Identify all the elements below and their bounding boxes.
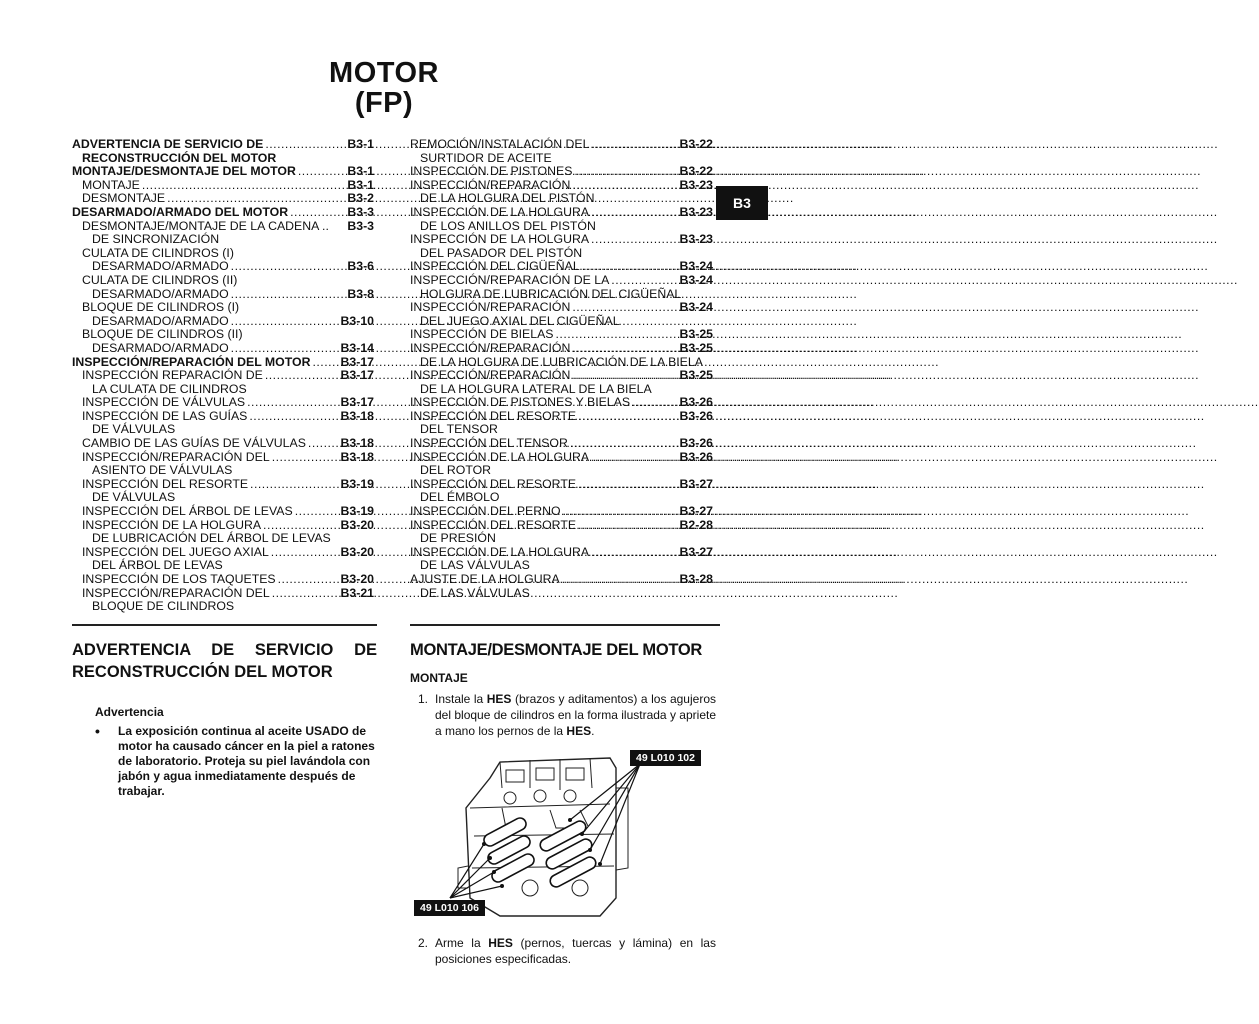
section-divider-right bbox=[410, 624, 720, 626]
toc-entry-label: INSPECCIÓN DEL PERNO bbox=[410, 504, 561, 519]
toc-leader-dots bbox=[231, 342, 339, 356]
toc-entry-label: INSPECCIÓN DEL RESORTE bbox=[82, 476, 249, 491]
toc-heading: BLOQUE DE CILINDROS (I) bbox=[82, 300, 240, 315]
toc-leader-dots bbox=[167, 192, 340, 206]
toc-entry-label: INSPECCIÓN DE LA HOLGURA bbox=[82, 517, 262, 532]
toc-entry-page: B3-20 bbox=[340, 517, 374, 532]
toc-leader-dots bbox=[231, 260, 340, 274]
toc-entry-page: B3-26 bbox=[679, 449, 713, 464]
toc-entry-label: INSPECCIÓN DE PISTONES Y BIELAS bbox=[410, 395, 631, 410]
toc-entry-page: B3-23 bbox=[679, 204, 713, 219]
toc-entry-label: DESARMADO/ARMADO bbox=[92, 340, 229, 355]
toc-entry-page: B3-22 bbox=[679, 137, 713, 151]
toc-entry-label: INSPECCIÓN DEL RESORTE bbox=[410, 517, 577, 532]
toc-left-column bbox=[72, 138, 374, 614]
toc-entry[interactable] bbox=[410, 138, 713, 152]
toc-entry-page: B3-3 bbox=[347, 218, 374, 233]
section-divider-left bbox=[72, 624, 377, 626]
toc-leader-dots bbox=[591, 546, 677, 560]
toc-entry-page: B3-24 bbox=[679, 300, 713, 315]
toc-entry-continuation: DEL TENSOR bbox=[420, 422, 498, 437]
toc-entry[interactable] bbox=[72, 192, 374, 206]
toc-entry-page: B3-26 bbox=[679, 436, 713, 451]
toc-entry[interactable] bbox=[72, 315, 374, 329]
toc-leader-dots bbox=[570, 437, 678, 451]
toc-leader-dots bbox=[578, 410, 677, 424]
toc-leader-dots bbox=[231, 288, 340, 302]
toc-entry[interactable] bbox=[410, 274, 713, 288]
toc-entry-page: B3-17 bbox=[340, 368, 374, 383]
toc-entry-continuation: DEL ÉMBOLO bbox=[420, 490, 500, 505]
toc-entry-page: B3-27 bbox=[679, 476, 713, 491]
toc-leader-dots bbox=[247, 396, 338, 410]
toc-entry[interactable] bbox=[72, 396, 374, 410]
toc-entry-page: B3-18 bbox=[340, 408, 374, 423]
toc-leader-dots bbox=[591, 206, 677, 220]
toc-leader-dots bbox=[591, 233, 677, 247]
toc-entry-page: B3-25 bbox=[679, 340, 713, 355]
toc-leader-dots bbox=[142, 179, 340, 193]
toc-entry-label: INSPECCIÓN DEL RESORTE bbox=[410, 408, 577, 423]
toc-entry[interactable] bbox=[72, 179, 374, 193]
toc-entry-label: DESMONTAJE/MONTAJE DE LA CADENA .. bbox=[82, 218, 329, 233]
warning-bullet bbox=[95, 724, 377, 799]
toc-entry-page: B3-18 bbox=[340, 449, 374, 464]
section-title-advertencia: ADVERTENCIA DE SERVICIO DE RECONSTRUCCIÓN DEL MOTOR bbox=[72, 641, 377, 681]
toc-entry[interactable] bbox=[72, 165, 374, 179]
toc-entry-continuation: DE LUBRICACIÓN DEL ÁRBOL DE LEVAS bbox=[92, 531, 331, 546]
toc-leader-dots bbox=[312, 356, 338, 370]
toc-entry-label: INSPECCIÓN DEL TENSOR bbox=[410, 436, 568, 451]
toc-entry-page: B3-20 bbox=[340, 572, 374, 586]
toc-entry-page: B3-21 bbox=[340, 585, 374, 600]
toc-leader-dots bbox=[308, 437, 339, 451]
toc-entry-page: B3-28 bbox=[679, 572, 713, 586]
toc-entry-continuation: DE LOS ANILLOS DEL PISTÓN bbox=[420, 218, 596, 233]
toc-leader-dots bbox=[572, 369, 677, 383]
toc-leader-dots bbox=[572, 342, 677, 356]
step-2-number: 2. bbox=[418, 936, 429, 950]
step-1 bbox=[418, 691, 716, 739]
toc-entry-continuation: DE PRESIÓN bbox=[420, 531, 496, 546]
engine-diagram bbox=[410, 748, 720, 920]
toc-leader-dots bbox=[265, 369, 339, 383]
toc-entry-label: INSPECCIÓN DE LA HOLGURA bbox=[410, 232, 590, 247]
toc-leader-dots bbox=[632, 396, 677, 410]
toc-entry-continuation: DEL PASADOR DEL PISTÓN bbox=[420, 245, 583, 260]
toc-entry-label: INSPECCIÓN DEL ÁRBOL DE LEVAS bbox=[82, 504, 293, 519]
toc-entry-label: INSPECCIÓN/REPARACIÓN DE LA bbox=[410, 272, 610, 287]
toc-leader-dots bbox=[582, 260, 678, 274]
toc-entry-continuation: RECONSTRUCCIÓN DEL MOTOR bbox=[82, 150, 277, 165]
toc-entry-label: INSPECCIÓN/REPARACIÓN bbox=[410, 177, 571, 192]
toc-entry-page: B3-26 bbox=[679, 395, 713, 410]
toc-heading: CULATA DE CILINDROS (II) bbox=[82, 272, 238, 287]
toc-entry[interactable] bbox=[410, 369, 713, 383]
toc-entry-page: B3-1 bbox=[347, 137, 374, 151]
toc-entry-page: B3-19 bbox=[340, 476, 374, 491]
toc-entry-continuation: DE LA HOLGURA LATERAL DE LA BIELA bbox=[420, 381, 652, 396]
toc-entry-page: B3-14 bbox=[340, 340, 374, 355]
toc-entry-label: INSPECCIÓN/REPARACIÓN bbox=[410, 340, 571, 355]
toc-entry-label: MONTAJE/DESMONTAJE DEL MOTOR bbox=[72, 164, 296, 179]
toc-entry[interactable] bbox=[410, 233, 713, 247]
toc-entry-label: AJUSTE DE LA HOLGURA bbox=[410, 572, 560, 586]
toc-entry-page: B3-18 bbox=[340, 436, 374, 451]
toc-entry-label: INSPECCIÓN DE VÁLVULAS bbox=[82, 395, 246, 410]
toc-leader-dots bbox=[272, 587, 339, 601]
toc-leader-dots bbox=[265, 138, 340, 152]
toc-leader-dots bbox=[272, 451, 339, 465]
toc-entry-page: B3-8 bbox=[347, 286, 374, 301]
toc-entry[interactable] bbox=[410, 451, 713, 465]
toc-entry-page: B3-1 bbox=[347, 164, 374, 179]
subhead-advertencia: Advertencia bbox=[95, 705, 164, 719]
toc-entry-label: DESMONTAJE bbox=[82, 191, 166, 206]
toc-entry-label: INSPECCIÓN DE LAS GUÍAS bbox=[82, 408, 248, 423]
toc-entry-continuation: ASIENTO DE VÁLVULAS bbox=[92, 463, 233, 478]
toc-leader-dots bbox=[611, 274, 677, 288]
toc-entry-page: B2-28 bbox=[679, 517, 713, 532]
toc-entry-continuation: DE LA HOLGURA DE LUBRICACIÓN DE LA BIELA bbox=[420, 354, 703, 369]
toc-entry-label: INSPECCIÓN DE PISTONES bbox=[410, 164, 573, 179]
toc-entry-continuation: DE SINCRONIZACIÓN bbox=[92, 232, 220, 247]
toc-entry-label: INSPECCIÓN DE LOS TAQUETES bbox=[82, 572, 276, 586]
toc-entry[interactable] bbox=[72, 573, 374, 587]
toc-entry[interactable] bbox=[72, 138, 374, 152]
toc-entry-page: B3-3 bbox=[347, 204, 374, 219]
step-2-text: Arme la HES (pernos, tuercas y lámina) en las posiciones especificadas. bbox=[435, 936, 716, 966]
engine-hes-illustration bbox=[410, 748, 720, 920]
toc-entry-page: B3-25 bbox=[679, 327, 713, 342]
toc-entry[interactable] bbox=[410, 396, 713, 410]
toc-entry-label: DESARMADO/ARMADO DEL MOTOR bbox=[72, 204, 289, 219]
page-title-line1: MOTOR bbox=[329, 57, 439, 89]
toc-leader-dots bbox=[574, 165, 677, 179]
toc-right-column bbox=[410, 138, 713, 600]
toc-entry-page: B3-20 bbox=[340, 544, 374, 559]
toc-entry-continuation: DEL ÁRBOL DE LEVAS bbox=[92, 558, 223, 573]
page-title-line2: (FP) bbox=[354, 87, 414, 119]
toc-entry-label: CAMBIO DE LAS GUÍAS DE VÁLVULAS bbox=[82, 436, 306, 451]
toc-entry[interactable] bbox=[72, 342, 374, 356]
toc-entry-page: B3-17 bbox=[340, 395, 374, 410]
toc-entry-continuation: LA CULATA DE CILINDROS bbox=[92, 381, 247, 396]
toc-entry[interactable] bbox=[410, 505, 713, 519]
toc-entry-label: DESARMADO/ARMADO bbox=[92, 286, 229, 301]
toc-leader-dots bbox=[295, 505, 339, 519]
toc-entry-continuation: SURTIDOR DE ACEITE bbox=[420, 150, 552, 165]
toc-entry-continuation: HOLGURA DE LUBRICACIÓN DEL CIGÜEÑAL bbox=[420, 286, 682, 301]
step-1-text: Instale la HES (brazos y aditamentos) a los agujeros del bloque de cilindros en la forma ilustrada y apriete a mano los pernos de la HES. bbox=[435, 692, 716, 738]
toc-entry[interactable] bbox=[410, 165, 713, 179]
toc-leader-dots bbox=[250, 478, 338, 492]
section-title-montaje-desmontaje: MONTAJE/DESMONTAJE DEL MOTOR bbox=[410, 641, 702, 659]
toc-entry-label: INSPECCIÓN DEL CIGÜEÑAL bbox=[410, 259, 580, 274]
toc-entry-continuation: DE VÁLVULAS bbox=[92, 490, 176, 505]
toc-leader-dots bbox=[572, 301, 677, 315]
toc-heading: CULATA DE CILINDROS (I) bbox=[82, 245, 234, 260]
toc-entry-page: B3-22 bbox=[679, 164, 713, 179]
subhead-montaje: MONTAJE bbox=[410, 671, 468, 685]
toc-entry-label: INSPECCIÓN DE LA HOLGURA bbox=[410, 544, 590, 559]
toc-entry-label: INSPECCIÓN DEL RESORTE bbox=[410, 476, 577, 491]
toc-heading: BLOQUE DE CILINDROS (II) bbox=[82, 327, 243, 342]
toc-entry-label: INSPECCIÓN DE LA HOLGURA bbox=[410, 449, 590, 464]
toc-entry-label: MONTAJE bbox=[82, 177, 140, 192]
toc-entry-page: B3-24 bbox=[679, 272, 713, 287]
toc-entry-page: B3-23 bbox=[679, 232, 713, 247]
toc-entry-page: B3-24 bbox=[679, 259, 713, 274]
toc-entry-page: B3-2 bbox=[347, 191, 374, 206]
toc-leader-dots bbox=[591, 138, 677, 152]
toc-entry-continuation: DE VÁLVULAS bbox=[92, 422, 176, 437]
toc-leader-dots bbox=[562, 573, 678, 587]
toc-entry-continuation: BLOQUE DE CILINDROS bbox=[92, 599, 235, 614]
toc-entry-label: INSPECCIÓN DE LA HOLGURA bbox=[410, 204, 590, 219]
toc-entry-label: DESARMADO/ARMADO bbox=[92, 259, 229, 274]
toc-entry-label: INSPECCIÓN/REPARACIÓN bbox=[410, 368, 571, 383]
toc-entry[interactable] bbox=[410, 437, 713, 451]
toc-entry-label: DESARMADO/ARMADO bbox=[92, 313, 229, 328]
toc-entry-label: INSPECCIÓN/REPARACIÓN bbox=[410, 300, 571, 315]
toc-entry-continuation: DEL JUEGO AXIAL DEL CIGÜEÑAL bbox=[420, 313, 620, 328]
toc-entry-page: B3-10 bbox=[340, 313, 374, 328]
bullet-symbol: • bbox=[95, 723, 100, 739]
toc-leader-dots bbox=[591, 451, 677, 465]
toc-entry[interactable] bbox=[410, 328, 713, 342]
toc-leader-dots bbox=[578, 519, 677, 533]
chapter-tab[interactable]: B3 bbox=[716, 186, 768, 220]
toc-entry[interactable] bbox=[410, 342, 713, 356]
figure-label-bottom: 49 L010 106 bbox=[414, 900, 485, 916]
toc-entry[interactable] bbox=[72, 505, 374, 519]
toc-entry-label: INSPECCIÓN/REPARACIÓN DEL bbox=[82, 449, 270, 464]
toc-entry-continuation: DE LAS VÁLVULAS bbox=[420, 558, 530, 573]
toc-entry-continuation: DE LA HOLGURA DEL PISTÓN bbox=[420, 191, 595, 206]
toc-leader-dots bbox=[578, 478, 677, 492]
toc-leader-dots bbox=[271, 546, 339, 560]
toc-entry[interactable] bbox=[410, 206, 713, 220]
toc-entry-page: B3-27 bbox=[679, 544, 713, 559]
figure-label-top: 49 L010 102 bbox=[630, 750, 701, 766]
toc-entry[interactable] bbox=[410, 260, 713, 274]
toc-entry[interactable] bbox=[72, 437, 374, 451]
toc-entry[interactable] bbox=[72, 260, 374, 274]
toc-entry-continuation: DE LAS VÁLVULAS bbox=[420, 585, 530, 600]
toc-entry-page: B3-25 bbox=[679, 368, 713, 383]
toc-leader-dots bbox=[278, 573, 339, 587]
toc-entry-page: B3-1 bbox=[347, 177, 374, 192]
toc-entry-page: B3-27 bbox=[679, 504, 713, 519]
toc-entry-label: INSPECCIÓN REPARACIÓN DE bbox=[82, 368, 263, 383]
toc-leader-dots bbox=[231, 315, 339, 329]
toc-leader-dots bbox=[290, 206, 340, 220]
toc-entry[interactable] bbox=[410, 573, 713, 587]
toc-entry-page: B3-19 bbox=[340, 504, 374, 519]
toc-entry-label: ADVERTENCIA DE SERVICIO DE bbox=[72, 137, 264, 151]
toc-entry-label: INSPECCIÓN/REPARACIÓN DEL MOTOR bbox=[72, 354, 311, 369]
warning-text: La exposición continua al aceite USADO de motor ha causado cáncer en la piel a ratones de laboratorio. Proteja su piel lavándola con jabón y agua inmediatamente después de trabajar. bbox=[118, 724, 375, 798]
step-1-number: 1. bbox=[418, 692, 429, 706]
step-2 bbox=[418, 935, 716, 967]
toc-leader-dots bbox=[298, 165, 340, 179]
toc-entry-label: INSPECCIÓN DEL JUEGO AXIAL bbox=[82, 544, 269, 559]
toc-entry[interactable] bbox=[72, 288, 374, 302]
toc-entry-label: INSPECCIÓN DE BIELAS bbox=[410, 327, 554, 342]
toc-entry[interactable] bbox=[72, 206, 374, 220]
toc-entry[interactable] bbox=[72, 587, 374, 601]
toc-entry[interactable] bbox=[410, 410, 713, 424]
toc-leader-dots bbox=[563, 505, 678, 519]
toc-entry-label: INSPECCIÓN/REPARACIÓN DEL bbox=[82, 585, 270, 600]
toc-entry[interactable] bbox=[410, 301, 713, 315]
toc-entry-continuation: DEL ROTOR bbox=[420, 463, 492, 478]
toc-entry[interactable] bbox=[72, 369, 374, 383]
toc-entry-page: B3-17 bbox=[340, 354, 374, 369]
toc-leader-dots bbox=[556, 328, 678, 342]
toc-leader-dots bbox=[249, 410, 338, 424]
toc-entry-page: B3-23 bbox=[679, 177, 713, 192]
toc-entry-page: B3-6 bbox=[347, 259, 374, 274]
toc-entry-label: REMOCIÓN/INSTALACIÓN DEL bbox=[410, 137, 590, 151]
toc-entry-page: B3-26 bbox=[679, 408, 713, 423]
